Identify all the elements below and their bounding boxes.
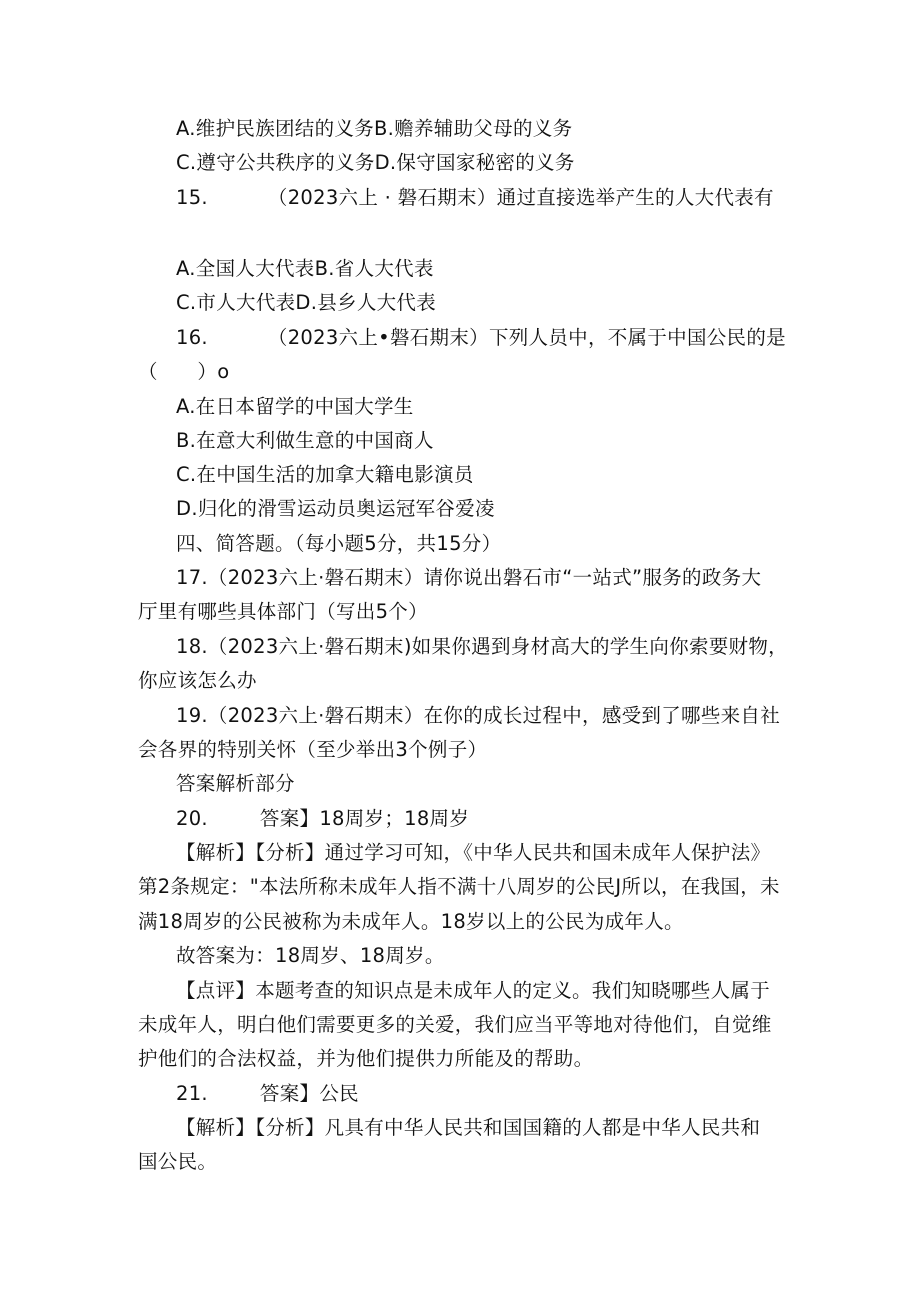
- q18-line1: 18.（2023六上·磐石期末)如果你遇到身材高大的学生向你索要财物，: [176, 635, 788, 658]
- q15-number: 15.: [176, 186, 208, 209]
- section-heading: 四、简答题。（每小题5分，共15分）: [176, 532, 502, 555]
- q16-option-c: C.在中国生活的加拿大籍电影演员: [176, 463, 474, 486]
- answers-heading: 答案解析部分: [176, 772, 295, 795]
- q19-line2: 会各界的特别关怀（至少举出3个例子）: [138, 738, 488, 761]
- a20-analysis-line3: 满18周岁的公民被称为未成年人。18岁以上的公民为成年人。: [138, 910, 684, 933]
- q16-text: （2023六上•磐石期末）下列人员中，不属于中国公民的是: [267, 326, 786, 349]
- q16-number: 16.: [176, 326, 208, 349]
- q15-options-line2: C.市人大代表D.县乡人大代表: [176, 291, 437, 314]
- a21-answer-text: 答案】公民: [259, 1082, 359, 1105]
- q15-text: （2023六上 · 磐石期末）通过直接选举产生的人大代表有: [267, 186, 774, 209]
- q17-line2: 厅里有哪些具体部门（写出5个）: [138, 600, 428, 623]
- a20-analysis-line2: 第2条规定："本法所称未成年人指不满十八周岁的公民J所以，在我国，未: [138, 875, 780, 898]
- q17-line1: 17.（2023六上·磐石期末）请你说出磐石市“一站式”服务的政务大: [176, 566, 762, 589]
- q19-line1: 19.（2023六上·磐石期末）在你的成长过程中，感受到了哪些来自社: [176, 704, 781, 727]
- a20-answer: [176, 806, 469, 832]
- q16-option-a: A.在日本留学的中国大学生: [176, 395, 414, 418]
- q15-question: [176, 185, 774, 211]
- q16-question: [176, 325, 786, 351]
- a21-analysis-line1: 【解析】【分析】凡具有中华人民共和国国籍的人都是中华人民共和: [176, 1116, 761, 1139]
- q16-option-b: B.在意大利做生意的中国商人: [176, 429, 434, 452]
- a20-analysis-line1: 【解析】【分析】通过学习可知，《中华人民共和国未成年人保护法》: [176, 841, 771, 864]
- q14-options-line1: A.维护民族团结的义务B.赡养辅助父母的义务: [176, 117, 573, 140]
- a20-comment-line2: 未成年人，明白他们需要更多的关爱，我们应当平等地对待他们，自觉维: [138, 1013, 772, 1036]
- a21-analysis-line2: 国公民。: [138, 1150, 218, 1173]
- a20-number: 20.: [176, 807, 208, 830]
- a20-comment-line3: 护他们的合法权益，并为他们提供力所能及的帮助。: [138, 1047, 594, 1070]
- q16-option-d: D.归化的滑雪运动员奥运冠军谷爱凌: [176, 497, 495, 520]
- a21-number: 21.: [176, 1082, 208, 1105]
- q16-blank: （ ）o: [138, 360, 230, 383]
- a20-final: 故答案为：18周岁、18周岁。: [176, 944, 445, 967]
- q15-options-line1: A.全国人大代表B.省人大代表: [176, 257, 434, 280]
- q18-line2: 你应该怎么办: [138, 669, 257, 692]
- a21-answer: [176, 1081, 359, 1107]
- a20-comment-line1: 【点评】本题考查的知识点是未成年人的定义。我们知晓哪些人属于: [176, 979, 771, 1002]
- a20-answer-text: 答案】18周岁；18周岁: [259, 807, 470, 830]
- q14-options-line2: C.遵守公共秩序的义务D.保守国家秘密的义务: [176, 151, 575, 174]
